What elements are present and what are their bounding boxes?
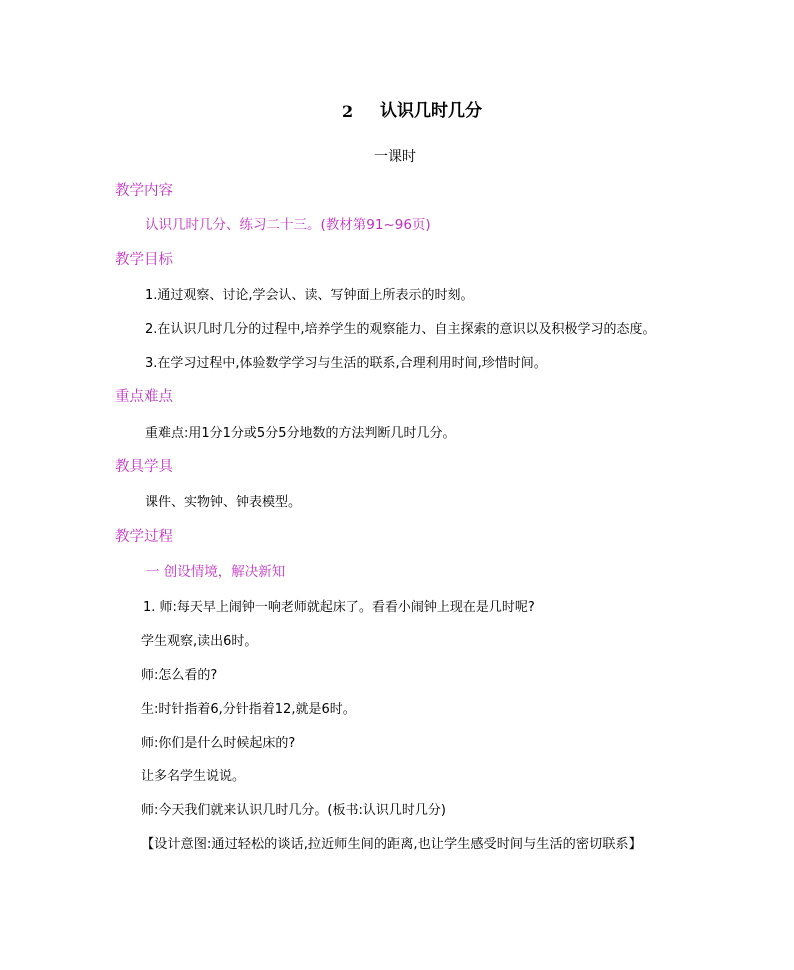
title-number: 2 (342, 102, 354, 121)
process-line-3: 师:怎么看的? (141, 668, 218, 683)
heading-teaching-content: 教学内容 (115, 183, 173, 199)
heading-teaching-tools: 教具学具 (115, 459, 173, 475)
process-line-7: 师:今天我们就来认识几时几分。(板书:认识几时几分) (141, 803, 446, 818)
teaching-tools-text: 课件、实物钟、钟表模型。 (145, 495, 302, 510)
goal-item-1: 1.通过观察、讨论,学会认、读、写钟面上所表示的时刻。 (145, 288, 474, 303)
process-line-4: 生:时针指着6,分针指着12,就是6时。 (141, 702, 356, 717)
process-line-5: 师:你们是什么时候起床的? (141, 736, 296, 751)
teaching-content-text: 认识几时几分、练习二十三。(教材第91~96页) (145, 217, 431, 233)
heading-teaching-process: 教学过程 (115, 529, 173, 545)
design-intent-note: 【设计意图:通过轻松的谈话,拉近师生间的距离,也让学生感受时间与生活的密切联系】 (141, 837, 642, 852)
heading-teaching-goals: 教学目标 (115, 252, 173, 268)
page-title: 认识几时几分 (380, 101, 482, 121)
goal-item-3: 3.在学习过程中,体验数学学习与生活的联系,合理利用时间,珍惜时间。 (145, 356, 547, 371)
process-line-6: 让多名学生说说。 (141, 769, 246, 784)
heading-key-points: 重点难点 (115, 389, 173, 405)
process-line-2: 学生观察,读出6时。 (141, 634, 258, 649)
process-line-1: 1. 师:每天早上闹钟一响老师就起床了。看看小闹钟上现在是几时呢? (143, 600, 535, 615)
key-points-text: 重难点:用1分1分或5分5分地数的方法判断几时几分。 (145, 426, 456, 441)
page-subtitle: 一课时 (374, 149, 416, 165)
process-subheading: 一 创设情境，解决新知 (146, 564, 286, 580)
goal-item-2: 2.在认识几时几分的过程中,培养学生的观察能力、自主探索的意识以及积极学习的态度。 (145, 322, 656, 337)
